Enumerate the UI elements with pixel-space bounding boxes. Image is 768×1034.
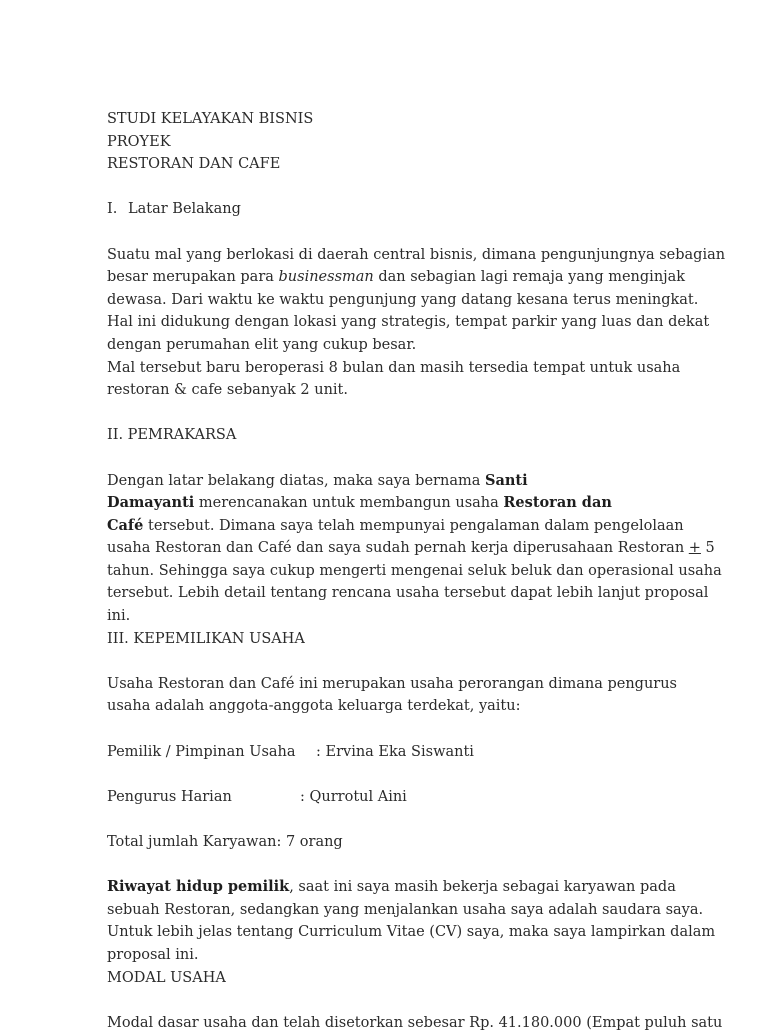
paragraph-line: Modal dasar usaha dan telah disetorkan sebesar Rp. 41.180.000 (Empat puluh satu <box>107 1014 723 1031</box>
paragraph-line: Damayanti merencanakan untuk membangun usaha Restoran dan <box>107 494 612 512</box>
document-page <box>107 108 726 1034</box>
paragraph-line: usaha Restoran dan Café dan saya sudah pernah kerja diperusahaan Restoran + 5 <box>107 540 715 557</box>
employee-total: Total jumlah Karyawan: 7 orang <box>107 834 343 850</box>
manager-value: : Qurrotul Aini <box>300 788 407 805</box>
paragraph-line: Café tersebut. Dimana saya telah mempunyai pengalaman dalam pengelolaan <box>107 516 684 534</box>
plus-minus-symbol: + <box>688 540 701 557</box>
paragraph-line: tersebut. Lebih detail tentang rencana usaha tersebut dapat lebih lanjut proposal <box>107 585 709 602</box>
bold-text: Santi <box>484 471 528 489</box>
bold-text: Riwayat hidup pemilik <box>107 878 290 896</box>
paragraph-line: Dengan latar belakang diatas, maka saya bernama Santi <box>107 471 528 489</box>
owner-label: Pemilik / Pimpinan Usaha <box>107 743 296 760</box>
paragraph-line: Untuk lebih jelas tentang Curriculum Vitae (CV) saya, maka saya lampirkan dalam <box>107 924 716 941</box>
bold-text: Café <box>107 516 144 534</box>
doc-title-line-1: STUDI KELAYAKAN BISNIS <box>107 111 314 127</box>
bold-text: Damayanti <box>107 494 195 512</box>
paragraph-line: dengan perumahan elit yang cukup besar. <box>107 336 417 353</box>
paragraph-line: Mal tersebut baru beroperasi 8 bulan dan masih tersedia tempat untuk usaha <box>107 359 681 376</box>
bold-text: Restoran dan <box>503 494 612 512</box>
manager-label: Pengurus Harian <box>107 788 232 805</box>
section-1-number: I. <box>107 201 118 218</box>
section-2-heading: II. PEMRAKARSA <box>107 427 237 444</box>
owner-value: : Ervina Eka Siswanti <box>316 743 474 760</box>
paragraph-line: Riwayat hidup pemilik, saat ini saya masih bekerja sebagai karyawan pada <box>107 878 676 896</box>
paragraph-line: Suatu mal yang berlokasi di daerah central bisnis, dimana pengunjungnya sebagian <box>107 246 726 263</box>
paragraph-line: usaha adalah anggota-anggota keluarga terdekat, yaitu: <box>107 698 521 715</box>
doc-title-line-3: RESTORAN DAN CAFE <box>107 156 281 173</box>
doc-title-line-2: PROYEK <box>107 133 171 150</box>
section-4-heading: MODAL USAHA <box>107 969 226 986</box>
emphasis-text: businessman <box>278 269 374 286</box>
manager-row <box>107 786 667 809</box>
paragraph-line: proposal ini. <box>107 946 199 963</box>
paragraph-line: Hal ini didukung dengan lokasi yang strategis, tempat parkir yang luas dan dekat <box>107 314 710 331</box>
paragraph-line: dewasa. Dari waktu ke waktu pengunjung yang datang kesana terus meningkat. <box>107 291 699 308</box>
paragraph-line: ini. <box>107 608 131 625</box>
section-3-heading: III. KEPEMILIKAN USAHA <box>107 630 305 647</box>
owner-row <box>107 741 667 764</box>
section-1-title: Latar Belakang <box>128 201 241 218</box>
paragraph-line: restoran & cafe sebanyak 2 unit. <box>107 382 348 399</box>
paragraph-line: tahun. Sehingga saya cukup mengerti mengenai seluk beluk dan operasional usaha <box>107 562 722 579</box>
paragraph-line: besar merupakan para businessman dan sebagian lagi remaja yang menginjak <box>107 269 686 286</box>
section-1-heading <box>107 198 667 221</box>
paragraph-line: Usaha Restoran dan Café ini merupakan usaha perorangan dimana pengurus <box>107 675 677 692</box>
paragraph-line: sebuah Restoran, sedangkan yang menjalankan usaha saya adalah saudara saya. <box>107 901 704 918</box>
